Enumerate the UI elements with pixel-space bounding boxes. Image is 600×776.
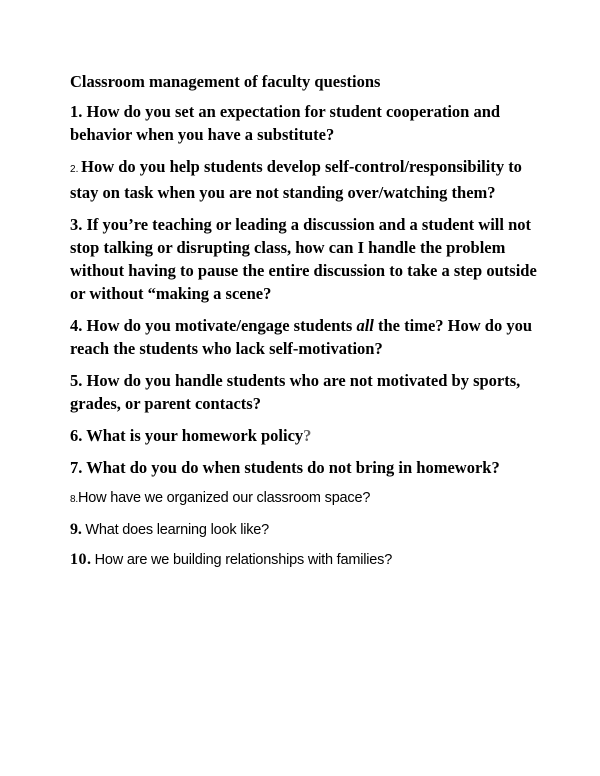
question-10-number: 10 [70, 551, 87, 568]
question-9-separator: . [77, 521, 86, 538]
question-2 [70, 155, 540, 204]
question-9 [70, 520, 540, 540]
question-1-separator: . [78, 102, 87, 121]
question-1-text: How do you set an expectation for student cooperation and behavior when you have a substitute? [70, 102, 501, 144]
document-content [70, 70, 540, 580]
question-8 [70, 488, 540, 510]
question-4-text-after: the time? How do you reach the students who lack self-motivation? [70, 316, 533, 358]
question-7-text: What do you do when students do not bring in homework? [86, 458, 500, 477]
question-4-number: 4 [70, 316, 79, 335]
question-9-number: 9 [70, 521, 78, 538]
question-10-separator: . [87, 551, 95, 568]
question-4-text-before: How do you motivate/engage students [86, 316, 357, 335]
question-6-question-mark: ? [303, 426, 312, 445]
question-3-separator: . [78, 215, 87, 234]
question-6-text: What is your homework policy [86, 426, 304, 445]
question-2-separator: . [75, 164, 82, 175]
question-3-text: If you’re teaching or leading a discussion and a student will not stop talking or disrupting class, how can I handle the problem without having to pause the entire discussion to take a step outside or without “making a scene? [70, 215, 537, 303]
question-10-text: How are we building relationships with families? [94, 552, 393, 568]
question-3 [70, 213, 540, 305]
question-8-text: How have we organized our classroom space? [77, 490, 371, 506]
question-7-number: 7 [70, 458, 79, 477]
question-8-number: 8 [70, 494, 76, 505]
question-1-number: 1 [70, 102, 79, 121]
question-6-separator: . [78, 426, 87, 445]
question-6 [70, 424, 540, 447]
question-2-number: 2 [70, 164, 76, 175]
question-10 [70, 550, 540, 570]
question-9-text: What does learning look like? [85, 522, 270, 538]
question-5-text: How do you handle students who are not motivated by sports, grades, or parent contacts? [70, 371, 521, 413]
question-1 [70, 100, 540, 146]
question-5-number: 5 [70, 371, 79, 390]
question-4-emphasis: all [356, 316, 374, 335]
question-3-number: 3 [70, 215, 79, 234]
question-4-separator: . [78, 316, 87, 335]
question-8-separator: . [75, 494, 78, 505]
question-5-separator: . [78, 371, 87, 390]
question-7-separator: . [78, 458, 87, 477]
question-2-text: How do you help students develop self-control/responsibility to stay on task when you are not standing over/watching them? [70, 157, 522, 202]
question-5 [70, 369, 540, 415]
question-4 [70, 314, 540, 360]
document-title: Classroom management of faculty questions [70, 72, 381, 91]
question-6-number: 6 [70, 426, 79, 445]
question-7 [70, 456, 540, 479]
